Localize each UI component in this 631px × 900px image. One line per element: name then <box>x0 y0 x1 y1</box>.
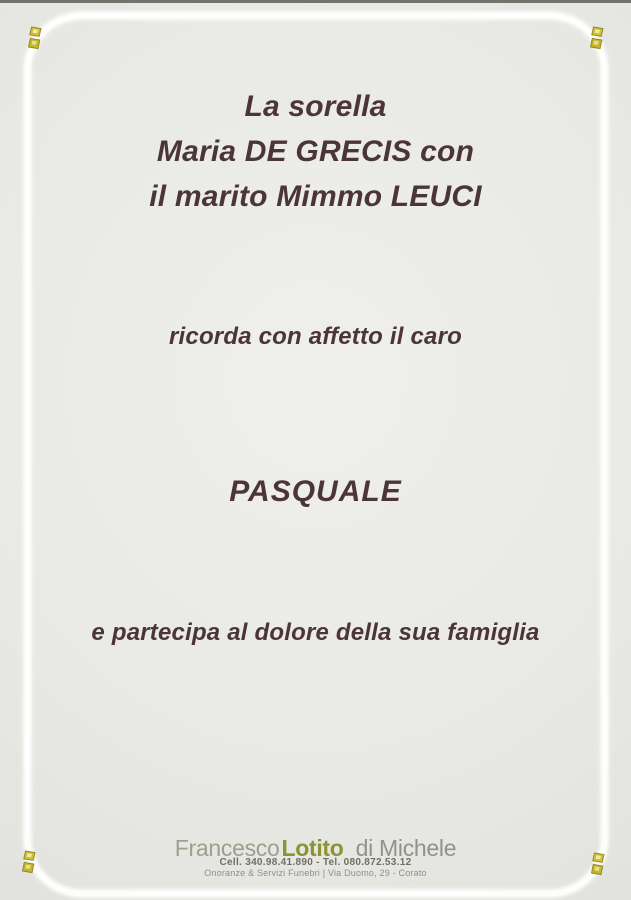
deceased-name: PASQUALE <box>229 475 402 508</box>
intro-line-3: il marito Mimmo LEUCI <box>149 180 482 213</box>
lotito-monogram-icon <box>589 26 605 51</box>
intro-line-2: Maria DE GRECIS con <box>156 135 475 168</box>
lotito-monogram-icon <box>27 26 43 51</box>
brand-first-name: Francesco <box>174 835 280 861</box>
participation-line: e partecipa al dolore della sua famiglia <box>91 619 540 646</box>
brand-last-name: Lotito <box>281 835 344 861</box>
contact-phone-line: Cell. 340.98.41.890 - Tel. 080.872.53.12 <box>219 857 412 868</box>
remembrance-line: ricorda con affetto il caro <box>168 323 463 350</box>
services-address-line: Onoranze & Servizi Funebri | Via Duomo, 29 - Corato <box>204 868 427 878</box>
announcing-family-lines <box>0 84 631 219</box>
intro-line-1: La sorella <box>244 90 387 123</box>
brand-suffix: di Michele <box>355 835 457 861</box>
top-edge-strip <box>0 0 631 3</box>
